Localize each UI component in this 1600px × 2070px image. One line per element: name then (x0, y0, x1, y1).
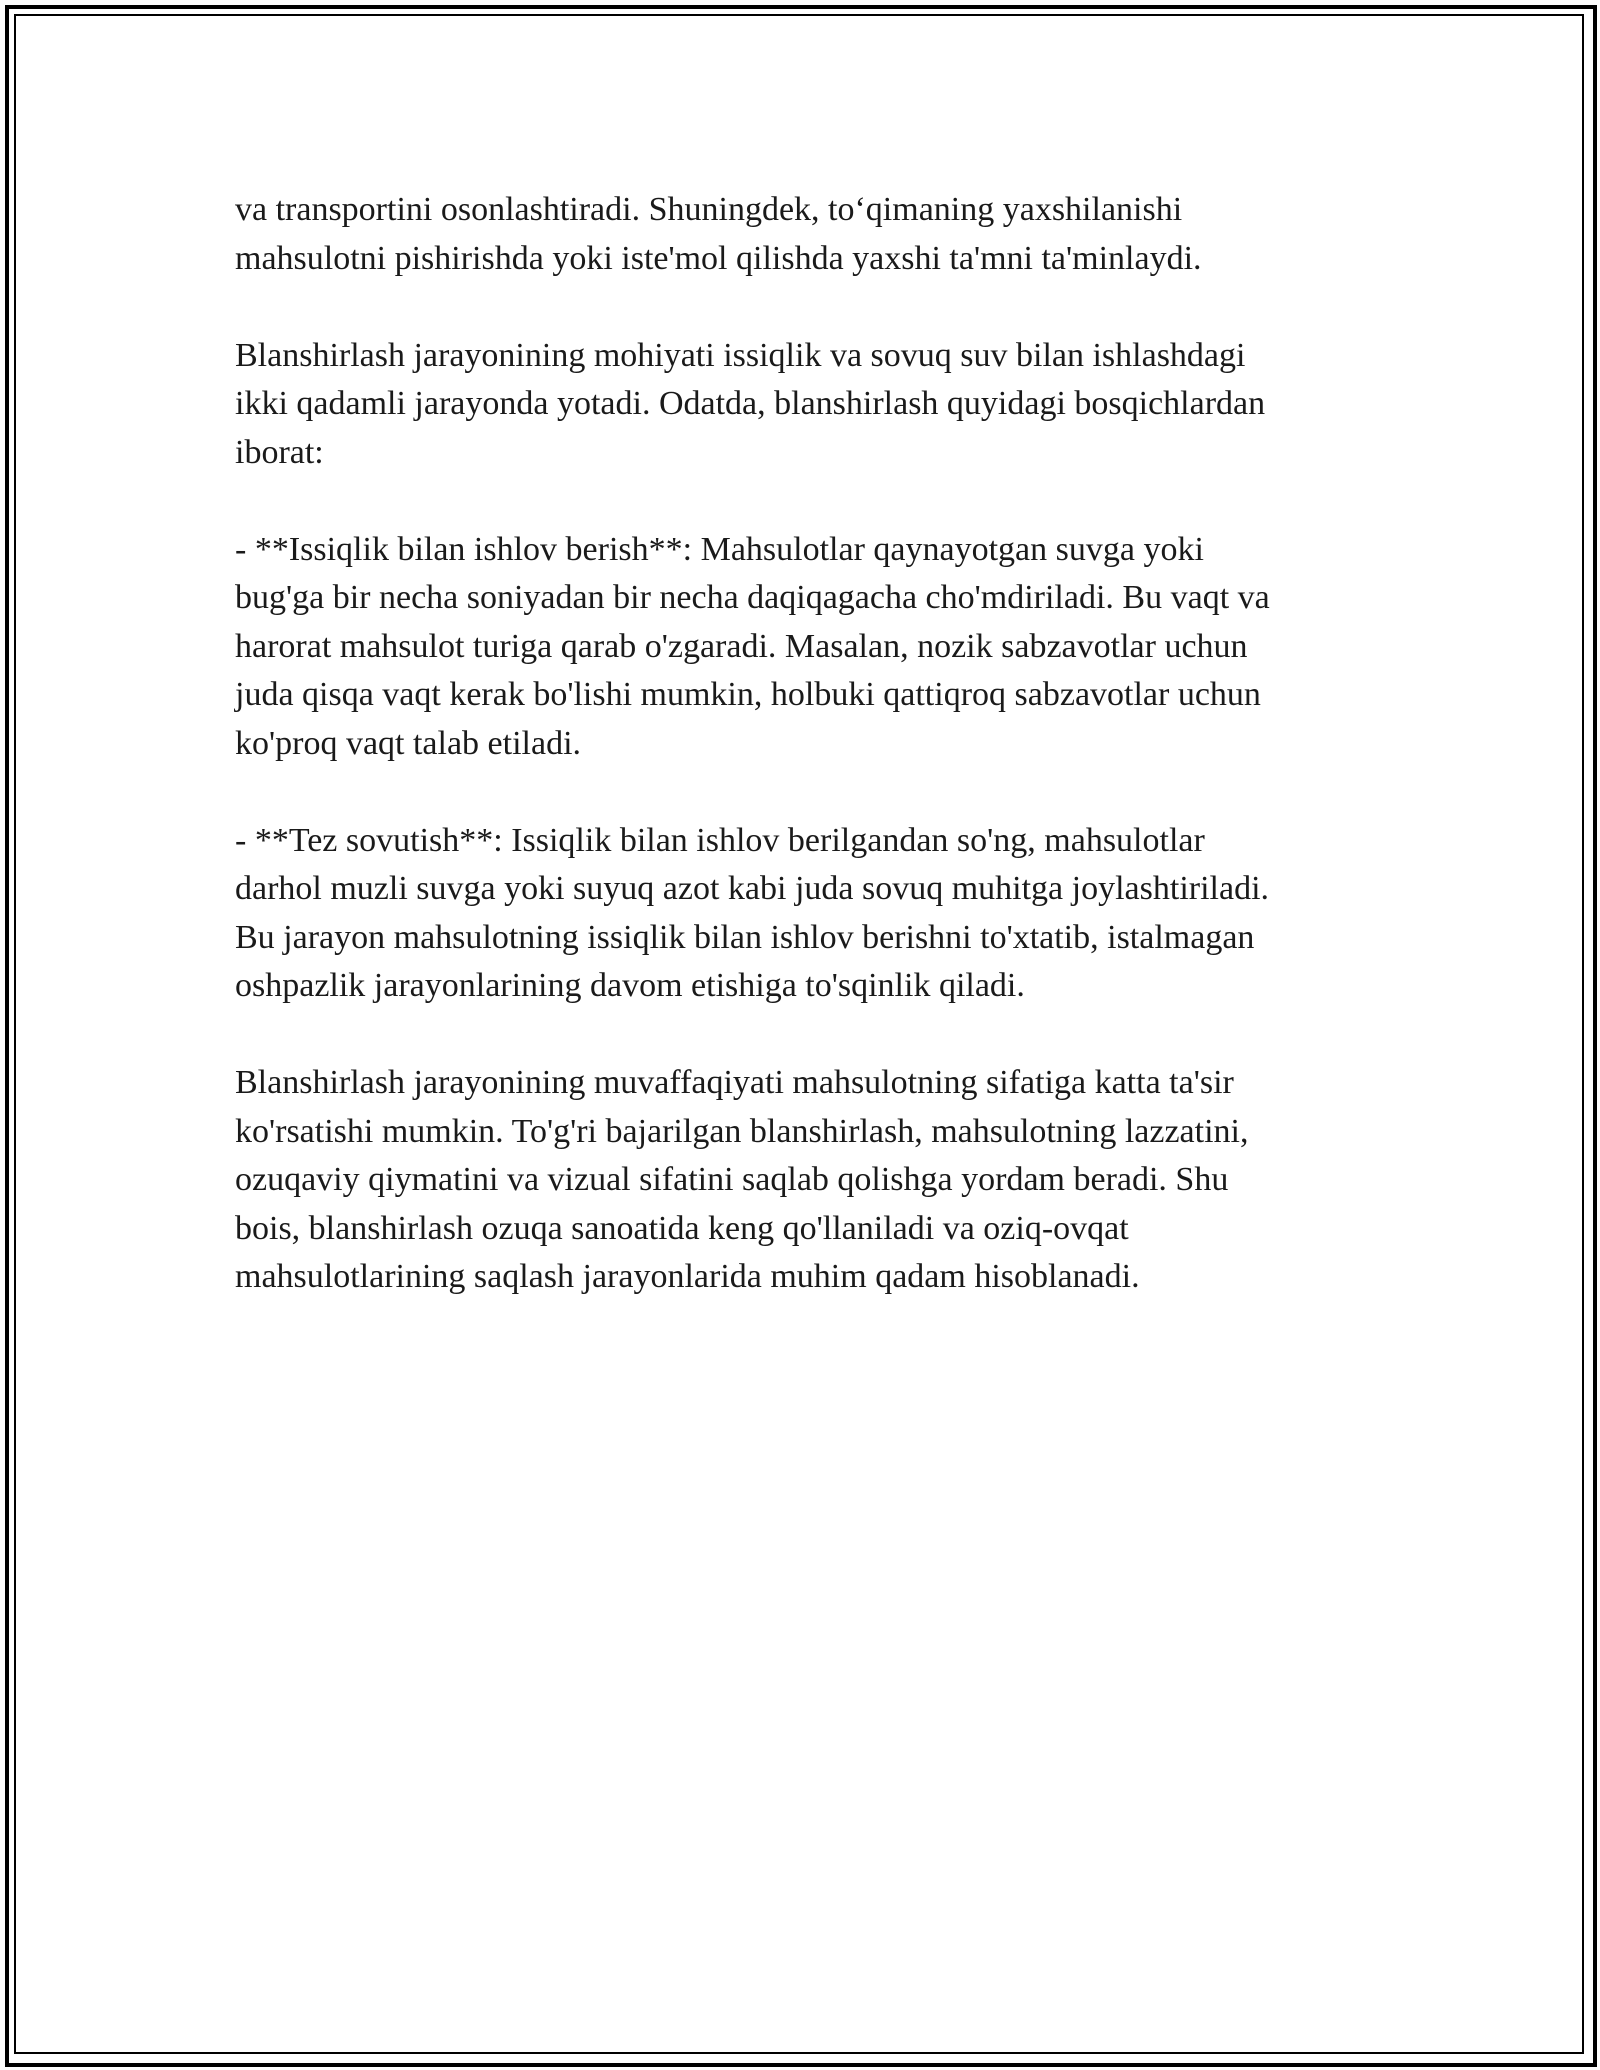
text-line: ko'rsatishi mumkin. To'g'ri bajarilgan blanshirlash, mahsulotning lazzatini, (235, 1112, 1249, 1150)
text-line: va transportini osonlashtiradi. Shuningdek, to‘qimaning yaxshilanishi (235, 191, 1183, 228)
paragraph-5 (235, 1059, 1365, 1302)
text-line: - **Issiqlik bilan ishlov berish**: Mahsulotlar qaynayotgan suvga yoki (235, 530, 1204, 568)
paragraph-3-heat-treatment (235, 526, 1365, 769)
paragraph-1 (235, 186, 1365, 283)
text-line: harorat mahsulot turiga qarab o'zgaradi. Masalan, nozik sabzavotlar uchun (235, 627, 1248, 665)
text-line: bois, blanshirlash ozuqa sanoatida keng qo'llaniladi va oziq-ovqat (235, 1209, 1129, 1247)
text-line: oshpazlik jarayonlarining davom etishiga to'sqinlik qiladi. (235, 967, 1025, 1004)
text-line: mahsulotni pishirishda yoki iste'mol qilishda yaxshi ta'mni ta'minlaydi. (235, 239, 1202, 277)
text-line: ozuqaviy qiymatini va vizual sifatini saqlab qolishga yordam beradi. Shu (235, 1161, 1229, 1198)
text-line: juda qisqa vaqt kerak bo'lishi mumkin, holbuki qattiqroq sabzavotlar uchun (235, 676, 1261, 713)
text-line: ko'proq vaqt talab etiladi. (235, 724, 582, 762)
text-line: mahsulotlarining saqlash jarayonlarida muhim qadam hisoblanadi. (235, 1258, 1140, 1295)
paragraph-4-rapid-cooling (235, 817, 1365, 1011)
text-line: iborat: (235, 433, 324, 471)
text-line: darhol muzli suvga yoki suyuq azot kabi juda sovuq muhitga joylashtiriladi. (235, 870, 1270, 907)
paragraph-2 (235, 332, 1365, 478)
text-line: Blanshirlash jarayonining mohiyati issiqlik va sovuq suv bilan ishlashdagi (235, 336, 1246, 374)
text-line: bug'ga bir necha soniyadan bir necha daqiqagacha cho'mdiriladi. Bu vaqt va (235, 579, 1270, 616)
text-line: ikki qadamli jarayonda yotadi. Odatda, blanshirlash quyidagi bosqichlardan (235, 385, 1266, 422)
text-line: Bu jarayon mahsulotning issiqlik bilan ishlov berishni to'xtatib, istalmagan (235, 918, 1255, 956)
document-body (235, 186, 1365, 1350)
text-line: - **Tez sovutish**: Issiqlik bilan ishlov berilgandan so'ng, mahsulotlar (235, 821, 1205, 859)
text-line: Blanshirlash jarayonining muvaffaqiyati mahsulotning sifatiga katta ta'sir (235, 1064, 1234, 1101)
